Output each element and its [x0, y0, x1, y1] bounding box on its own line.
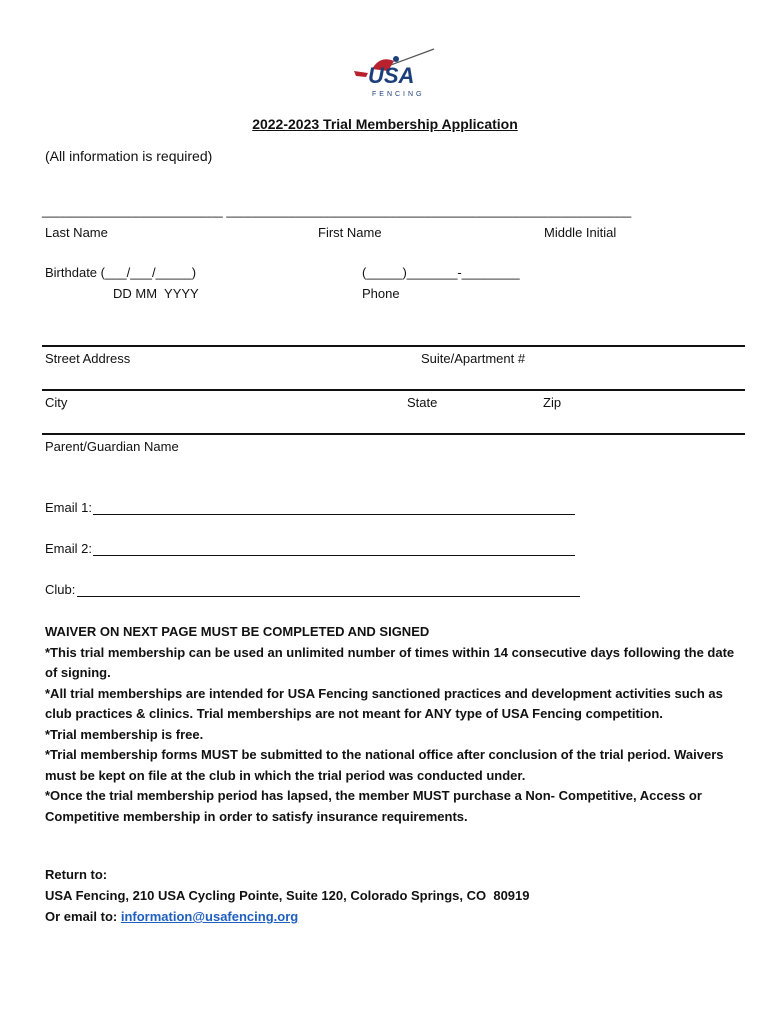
- fencer-logo-icon: [350, 47, 438, 99]
- last-name-label: Last Name: [45, 225, 108, 240]
- required-note: (All information is required): [45, 148, 213, 164]
- note-item: *Trial membership is free.: [45, 726, 204, 742]
- phone-label: Phone: [362, 286, 400, 301]
- street-address-label: Street Address: [45, 351, 131, 366]
- email-link[interactable]: information@usafencing.org: [120, 909, 299, 924]
- middle-initial-label: Middle Initial: [544, 225, 617, 240]
- note-item: *All trial memberships are intended for USA Fencing sanctioned practices and development activities such as club practices & clinics. Trial memberships are not meant for ANY type of USA Fencing competition.: [45, 685, 723, 721]
- email2-field[interactable]: [93, 555, 575, 556]
- note-item: *Trial membership forms MUST be submitted to the national office after conclusion of the trial period. Waivers must be kept on file at the club in which the trial period was conducted under.: [45, 747, 724, 783]
- parent-guardian-line[interactable]: [42, 433, 745, 435]
- logo-text: USA: [368, 63, 415, 88]
- email1-label: Email 1:: [45, 500, 92, 515]
- page-title: 2022-2023 Trial Membership Application: [252, 116, 518, 132]
- state-label: State: [407, 395, 438, 410]
- club-label: Club:: [45, 582, 76, 597]
- street-address-line[interactable]: [42, 345, 745, 347]
- parent-guardian-label: Parent/Guardian Name: [45, 439, 179, 454]
- email1-field[interactable]: [93, 514, 575, 515]
- note-item: *Once the trial membership period has lapsed, the member MUST purchase a Non- Competitive, Access or Competitive membership in order to satisfy insurance requirements.: [45, 788, 702, 824]
- birthdate-format: DD MM YYYY: [113, 286, 199, 301]
- return-label: Return to:: [45, 867, 108, 882]
- club-field[interactable]: [77, 596, 580, 597]
- return-email-line: [45, 909, 298, 924]
- first-name-label: First Name: [318, 225, 382, 240]
- phone-field[interactable]: (_____)_______-________: [362, 265, 520, 280]
- name-line[interactable]: _________________________ ________________________________________________________: [42, 203, 632, 218]
- return-address: USA Fencing, 210 USA Cycling Pointe, Suite 120, Colorado Springs, CO 80919: [45, 888, 530, 903]
- waiver-notes: [45, 622, 735, 827]
- logo-subtext: FENCING: [372, 91, 425, 98]
- note-item: *This trial membership can be used an unlimited number of times within 14 consecutive days following the date of signing.: [45, 644, 735, 680]
- city-label: City: [45, 395, 68, 410]
- city-line[interactable]: [42, 389, 745, 391]
- return-email-prefix: Or email to:: [45, 909, 121, 924]
- suite-label: Suite/Apartment #: [421, 351, 526, 366]
- waiver-heading: WAIVER ON NEXT PAGE MUST BE COMPLETED AND SIGNED: [45, 624, 430, 639]
- zip-label: Zip: [543, 395, 562, 410]
- email2-label: Email 2:: [45, 541, 92, 556]
- birthdate-field[interactable]: Birthdate (___/___/_____): [45, 265, 197, 280]
- usa-fencing-logo: [350, 47, 438, 99]
